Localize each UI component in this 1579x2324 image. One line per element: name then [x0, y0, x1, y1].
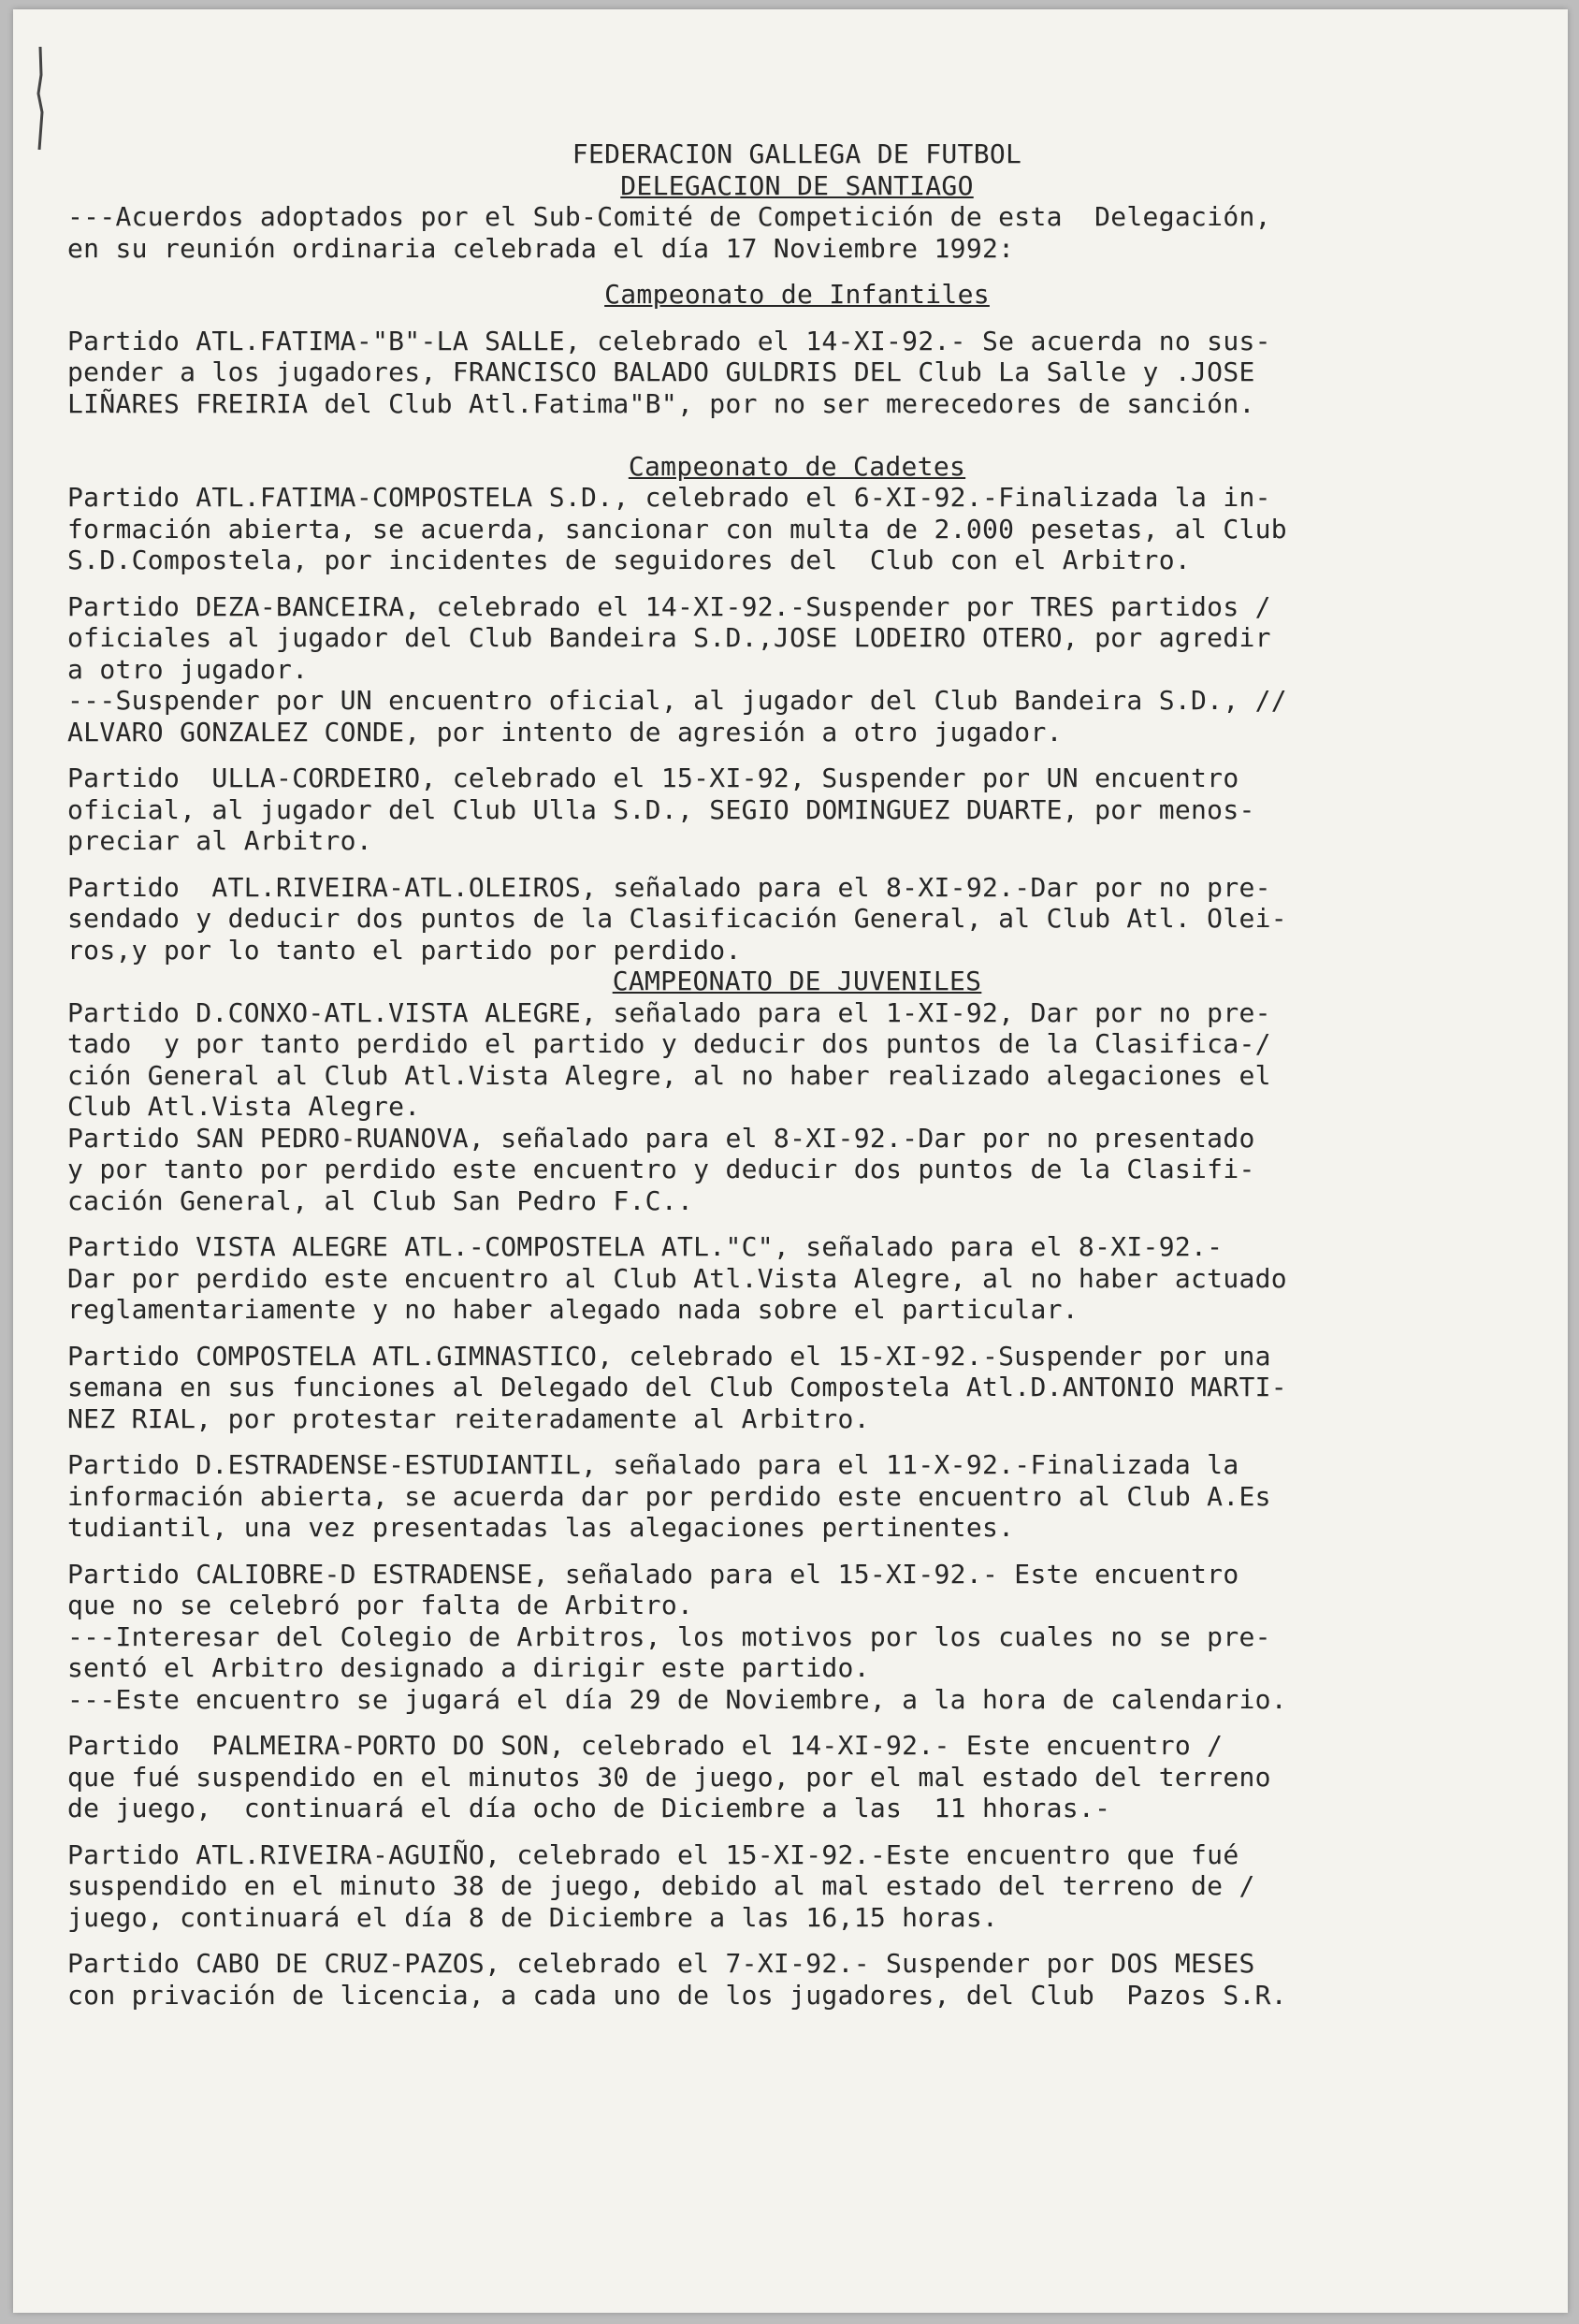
- text-line: Partido ATL.RIVEIRA-AGUIÑO, celebrado el 15-XI-92.-Este encuentro que fué: [67, 1838, 1239, 1870]
- agreement-paragraph: [67, 872, 1527, 966]
- agreement-paragraph: [67, 326, 1527, 420]
- section-title-cadetes: Campeonato de Cadetes: [628, 450, 966, 482]
- text-line: oficiales al jugador del Club Bandeira S.D.,JOSE LODEIRO OTERO, por agredir: [67, 622, 1271, 653]
- text-line: Dar por perdido este encuentro al Club Atl.Vista Alegre, al no haber actuado: [67, 1262, 1287, 1294]
- text-line: ros,y por lo tanto el partido por perdido.: [67, 934, 742, 966]
- text-line: Partido CABO DE CRUZ-PAZOS, celebrado el 7-XI-92.- Suspender por DOS MESES: [67, 1948, 1255, 1979]
- text-line: ---Este encuentro se jugará el día 29 de Noviembre, a la hora de calendario.: [67, 1683, 1287, 1715]
- document-page: [13, 9, 1568, 2313]
- text-line: Partido D.ESTRADENSE-ESTUDIANTIL, señalado para el 11-X-92.-Finalizada la: [67, 1449, 1239, 1480]
- header-federation: FEDERACION GALLEGA DE FUTBOL: [572, 138, 1022, 169]
- text-line: preciar al Arbitro.: [67, 825, 372, 856]
- text-line: con privación de licencia, a cada uno de los jugadores, del Club Pazos S.R.: [67, 1979, 1287, 2011]
- section-title-infantiles: Campeonato de Infantiles: [604, 279, 990, 310]
- text-line: LIÑARES FREIRIA del Club Atl.Fatima"B", por no ser merecedores de sanción.: [67, 387, 1255, 419]
- text-line: Partido D.CONXO-ATL.VISTA ALEGRE, señalado para el 1-XI-92, Dar por no pre-: [67, 996, 1271, 1028]
- section-title-juveniles: CAMPEONATO DE JUVENILES: [612, 966, 982, 996]
- text-line: pender a los jugadores, FRANCISCO BALADO GULDRIS DEL Club La Salle y .JOSE: [67, 356, 1255, 387]
- punch-hole-mark: [36, 47, 45, 150]
- text-line: sentó el Arbitro designado a dirigir este partido.: [67, 1652, 870, 1683]
- agreement-paragraph: [67, 1231, 1527, 1326]
- text-line: ---Suspender por UN encuentro oficial, al jugador del Club Bandeira S.D., //: [67, 685, 1287, 716]
- text-line: Partido SAN PEDRO-RUANOVA, señalado para el 8-XI-92.-Dar por no presentado: [67, 1122, 1255, 1154]
- text-line: suspendido en el minuto 38 de juego, debido al mal estado del terreno de /: [67, 1870, 1255, 1901]
- text-line: tado y por tanto perdido el partido y deducir dos puntos de la Clasifica-/: [67, 1028, 1271, 1059]
- agreement-paragraph: [67, 1948, 1527, 2011]
- text-line: Partido COMPOSTELA ATL.GIMNASTICO, celebrado el 15-XI-92.-Suspender por una: [67, 1340, 1271, 1372]
- intro-line: en su reunión ordinaria celebrada el día 17 Noviembre 1992:: [67, 232, 1015, 264]
- agreement-paragraph: [67, 997, 1527, 1217]
- text-line: Partido ATL.FATIMA-"B"-LA SALLE, celebrado el 14-XI-92.- Se acuerda no sus-: [67, 325, 1271, 356]
- text-line: Club Atl.Vista Alegre.: [67, 1091, 421, 1122]
- text-line: oficial, al jugador del Club Ulla S.D., SEGIO DOMINGUEZ DUARTE, por menos-: [67, 793, 1255, 825]
- agreement-paragraph: [67, 591, 1527, 748]
- text-line: tudiantil, una vez presentadas las alegaciones pertinentes.: [67, 1512, 1015, 1543]
- text-line: y por tanto por perdido este encuentro y deducir dos puntos de la Clasifi-: [67, 1154, 1255, 1184]
- text-line: reglamentariamente y no haber alegado nada sobre el particular.: [67, 1294, 1079, 1325]
- document-body: [67, 138, 1527, 2011]
- text-line: S.D.Compostela, por incidentes de seguidores del Club con el Arbitro.: [67, 545, 1192, 575]
- agreement-paragraph: [67, 1559, 1527, 1716]
- text-line: Partido ATL.FATIMA-COMPOSTELA S.D., celebrado el 6-XI-92.-Finalizada la in-: [67, 482, 1271, 513]
- text-line: Partido CALIOBRE-D ESTRADENSE, señalado para el 15-XI-92.- Este encuentro: [67, 1558, 1239, 1590]
- text-line: sendado y deducir dos puntos de la Clasificación General, al Club Atl. Olei-: [67, 903, 1287, 934]
- text-line: de juego, continuará el día ocho de Diciembre a las 11 hhoras.-: [67, 1793, 1111, 1823]
- agreement-paragraph: [67, 482, 1527, 576]
- agreement-paragraph: [67, 763, 1527, 857]
- text-line: que fué suspendido en el minutos 30 de juego, por el mal estado del terreno: [67, 1761, 1271, 1793]
- intro-line: ---Acuerdos adoptados por el Sub-Comité de Competición de esta Delegación,: [67, 201, 1271, 232]
- text-line: ALVARO GONZALEZ CONDE, por intento de agresión a otro jugador.: [67, 716, 1063, 748]
- text-line: NEZ RIAL, por protestar reiteradamente al Arbitro.: [67, 1402, 870, 1434]
- text-line: que no se celebró por falta de Arbitro.: [67, 1590, 694, 1620]
- text-line: Partido ULLA-CORDEIRO, celebrado el 15-XI-92, Suspender por UN encuentro: [67, 763, 1239, 793]
- text-line: Partido PALMEIRA-PORTO DO SON, celebrado el 14-XI-92.- Este encuentro /: [67, 1730, 1224, 1761]
- text-line: Partido DEZA-BANCEIRA, celebrado el 14-XI-92.-Suspender por TRES partidos /: [67, 590, 1271, 622]
- text-line: a otro jugador.: [67, 653, 309, 685]
- text-line: formación abierta, se acuerda, sancionar con multa de 2.000 pesetas, al Club: [67, 513, 1287, 545]
- text-line: juego, continuará el día 8 de Diciembre a las 16,15 horas.: [67, 1901, 999, 1933]
- agreement-paragraph: [67, 1730, 1527, 1824]
- text-line: información abierta, se acuerda dar por perdido este encuentro al Club A.Es: [67, 1480, 1271, 1512]
- agreement-paragraph: [67, 1341, 1527, 1435]
- text-line: ción General al Club Atl.Vista Alegre, al no haber realizado alegaciones el: [67, 1059, 1271, 1091]
- text-line: ---Interesar del Colegio de Arbitros, los motivos por los cuales no se pre-: [67, 1620, 1271, 1652]
- text-line: semana en sus funciones al Delegado del Club Compostela Atl.D.ANTONIO MARTI-: [67, 1372, 1287, 1402]
- agreement-paragraph: [67, 1449, 1527, 1544]
- text-line: cación General, al Club San Pedro F.C..: [67, 1184, 694, 1216]
- agreement-paragraph: [67, 1839, 1527, 1934]
- text-line: Partido ATL.RIVEIRA-ATL.OLEIROS, señalado para el 8-XI-92.-Dar por no pre-: [67, 871, 1271, 903]
- header-delegation: DELEGACION DE SANTIAGO: [620, 169, 974, 201]
- text-line: Partido VISTA ALEGRE ATL.-COMPOSTELA ATL."C", señalado para el 8-XI-92.-: [67, 1231, 1224, 1262]
